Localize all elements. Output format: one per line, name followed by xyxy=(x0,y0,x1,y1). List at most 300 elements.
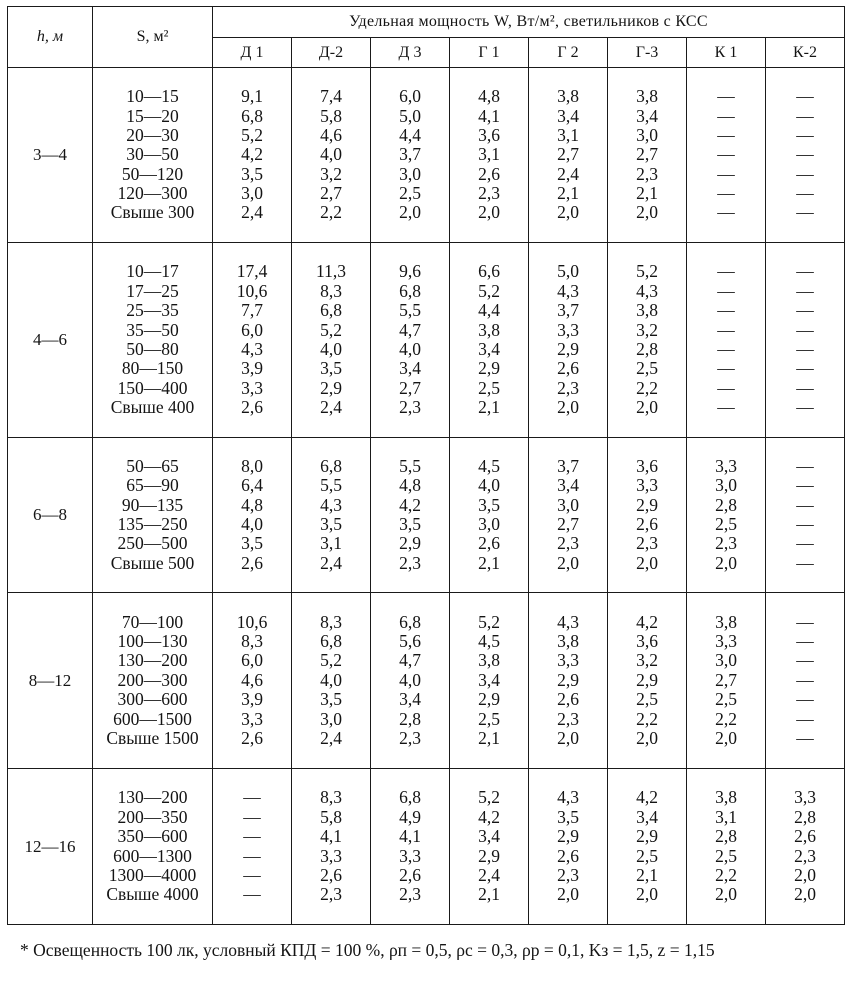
value-cell xyxy=(608,769,687,925)
area-range: Свыше 4000 xyxy=(106,884,199,905)
power-value: — xyxy=(717,144,735,165)
power-value: 3,6 xyxy=(636,455,658,476)
power-value: 2,2 xyxy=(715,708,737,729)
value-cell xyxy=(687,438,766,593)
column-header: К 1 xyxy=(687,38,766,68)
power-value: 3,9 xyxy=(241,358,263,379)
power-value: 3,7 xyxy=(399,144,421,165)
power-value: — xyxy=(796,514,814,534)
power-value: — xyxy=(796,494,814,515)
power-value: — xyxy=(796,475,814,496)
power-value: 2,3 xyxy=(399,397,421,418)
power-value: 4,4 xyxy=(399,124,421,145)
power-value: 3,3 xyxy=(320,845,342,866)
power-value: 2,3 xyxy=(715,533,737,554)
power-value: 3,4 xyxy=(557,475,579,496)
power-value: 4,7 xyxy=(399,319,421,340)
power-value: 3,2 xyxy=(636,650,658,671)
power-value: 5,5 xyxy=(399,300,421,321)
value-cell xyxy=(529,593,608,769)
power-value: 2,7 xyxy=(557,514,579,534)
power-value: — xyxy=(717,280,735,301)
area-range: 25—35 xyxy=(126,300,179,321)
value-cell xyxy=(529,68,608,243)
power-value: 2,9 xyxy=(478,358,500,379)
power-value: 7,7 xyxy=(241,300,263,321)
value-cell xyxy=(766,68,845,243)
power-value: 2,9 xyxy=(636,669,658,690)
value-cell xyxy=(608,68,687,243)
power-value: — xyxy=(796,727,814,748)
power-value: 5,2 xyxy=(241,124,263,145)
power-value: 5,0 xyxy=(557,261,579,282)
power-value: 2,0 xyxy=(715,552,737,573)
power-value: 3,3 xyxy=(794,787,816,808)
area-range: 250—500 xyxy=(117,533,188,554)
area-range: 90—135 xyxy=(121,494,184,515)
value-cell xyxy=(450,243,529,438)
power-value: 2,3 xyxy=(557,533,579,554)
power-value: 3,0 xyxy=(320,708,342,729)
power-value: — xyxy=(796,533,814,554)
power-value: 3,0 xyxy=(715,475,737,496)
power-value: 2,5 xyxy=(478,377,500,398)
power-value: 4,2 xyxy=(241,144,263,165)
power-value: — xyxy=(796,611,814,632)
power-value: — xyxy=(796,669,814,690)
power-value: 2,0 xyxy=(794,884,816,905)
power-value: 2,3 xyxy=(636,163,658,184)
power-value: 4,0 xyxy=(320,339,342,359)
power-value: 3,0 xyxy=(241,183,263,204)
power-value: 2,7 xyxy=(557,144,579,165)
value-cell xyxy=(213,593,292,769)
power-value: 8,3 xyxy=(320,611,342,632)
power-value: 5,8 xyxy=(320,105,342,126)
height-range: 12—16 xyxy=(8,769,93,925)
power-value: — xyxy=(796,689,814,710)
power-value: 3,3 xyxy=(241,708,263,729)
power-value: 2,3 xyxy=(399,727,421,748)
power-value: 2,4 xyxy=(320,397,342,418)
power-value: 2,0 xyxy=(636,397,658,418)
power-value: — xyxy=(717,339,735,359)
power-value: — xyxy=(717,86,735,107)
power-value: 2,4 xyxy=(320,727,342,748)
power-value: — xyxy=(796,183,814,204)
power-value: 6,8 xyxy=(320,300,342,321)
area-range: 65—90 xyxy=(126,475,179,496)
power-value: — xyxy=(717,202,735,223)
power-value: 9,6 xyxy=(399,261,421,282)
power-value: 2,3 xyxy=(557,377,579,398)
power-value: 10,6 xyxy=(236,280,268,301)
power-value: 5,2 xyxy=(636,261,658,282)
area-range: 150—400 xyxy=(117,377,188,398)
power-value: 2,3 xyxy=(794,845,816,866)
power-value: 2,5 xyxy=(715,845,737,866)
power-value: 3,5 xyxy=(320,689,342,710)
power-value: 6,0 xyxy=(399,86,421,107)
area-cell xyxy=(93,593,213,769)
value-cell xyxy=(371,769,450,925)
power-value: 4,8 xyxy=(478,86,500,107)
power-value: 2,4 xyxy=(241,202,263,223)
power-value: 4,2 xyxy=(636,611,658,632)
power-value: 2,8 xyxy=(636,339,658,359)
area-range: 50—80 xyxy=(126,339,179,359)
power-value: 3,0 xyxy=(399,163,421,184)
power-value: 2,3 xyxy=(557,864,579,885)
area-cell xyxy=(93,438,213,593)
power-value: 5,8 xyxy=(320,806,342,827)
power-value: 6,8 xyxy=(399,611,421,632)
power-value: 3,3 xyxy=(399,845,421,866)
power-value: 2,6 xyxy=(794,826,816,847)
value-cell xyxy=(450,68,529,243)
power-value: 2,9 xyxy=(478,845,500,866)
power-value: 4,6 xyxy=(320,124,342,145)
power-value: 4,0 xyxy=(320,669,342,690)
power-value: 2,3 xyxy=(557,708,579,729)
power-value: 2,5 xyxy=(636,358,658,379)
area-range: 30—50 xyxy=(126,144,179,165)
value-cell xyxy=(213,438,292,593)
power-value: 2,7 xyxy=(715,669,737,690)
area-range: 300—600 xyxy=(117,689,188,710)
power-value: — xyxy=(796,397,814,418)
area-range: 1300—4000 xyxy=(108,864,197,885)
power-value: 3,8 xyxy=(478,319,500,340)
power-value: 3,7 xyxy=(557,455,579,476)
power-value: — xyxy=(796,86,814,107)
power-value: 2,2 xyxy=(715,864,737,885)
power-value: 3,8 xyxy=(636,86,658,107)
power-value: 2,5 xyxy=(399,183,421,204)
power-value: 3,0 xyxy=(478,514,500,534)
area-range: 20—30 xyxy=(126,124,179,145)
power-value: 2,6 xyxy=(241,397,263,418)
power-value: — xyxy=(796,708,814,729)
power-value: 2,0 xyxy=(636,884,658,905)
power-value: 4,5 xyxy=(478,631,500,652)
power-value: 3,4 xyxy=(636,105,658,126)
value-cell xyxy=(292,243,371,438)
power-value: 2,0 xyxy=(478,202,500,223)
power-value: 2,6 xyxy=(557,845,579,866)
power-value: 4,0 xyxy=(478,475,500,496)
value-cell xyxy=(292,769,371,925)
power-value: — xyxy=(717,300,735,321)
power-value: 2,4 xyxy=(478,864,500,885)
power-value: 2,1 xyxy=(478,397,500,418)
power-value: — xyxy=(717,105,735,126)
power-value: 2,6 xyxy=(241,552,263,573)
value-cell xyxy=(292,68,371,243)
power-value: — xyxy=(796,124,814,145)
power-value: 4,3 xyxy=(320,494,342,515)
power-value: 2,0 xyxy=(557,552,579,573)
area-cell xyxy=(93,769,213,925)
power-value: 2,0 xyxy=(557,397,579,418)
power-value: 4,5 xyxy=(478,455,500,476)
value-cell xyxy=(529,243,608,438)
area-range: 135—250 xyxy=(117,514,188,534)
power-value: 11,3 xyxy=(316,261,346,282)
power-value: 4,2 xyxy=(399,494,421,515)
power-value: 2,5 xyxy=(636,689,658,710)
value-cell xyxy=(687,68,766,243)
power-value: 3,0 xyxy=(715,650,737,671)
power-value: 3,8 xyxy=(715,611,737,632)
power-value: 6,6 xyxy=(478,261,500,282)
area-range: Свыше 500 xyxy=(110,552,195,573)
footnote: * Освещенность 100 лк, условный КПД = 100 %, ρп = 0,5, ρс = 0,3, ρр = 0,1, Kз = 1,5, z = 1,15 xyxy=(20,940,715,960)
power-value: 8,3 xyxy=(241,631,263,652)
power-value: — xyxy=(243,826,261,847)
power-value: 5,2 xyxy=(478,611,500,632)
power-value: 2,9 xyxy=(636,826,658,847)
height-group-row xyxy=(8,243,845,438)
power-value: 2,6 xyxy=(320,864,342,885)
power-value: 3,5 xyxy=(320,514,342,534)
power-value: 2,1 xyxy=(478,552,500,573)
power-value: 2,2 xyxy=(320,202,342,223)
height-range: 4—6 xyxy=(8,243,93,438)
value-cell xyxy=(371,243,450,438)
power-value: 3,8 xyxy=(715,787,737,808)
power-value: 3,6 xyxy=(636,631,658,652)
power-value: 2,5 xyxy=(715,514,737,534)
column-header: Д 1 xyxy=(213,38,292,68)
power-value: 2,4 xyxy=(320,552,342,573)
value-cell xyxy=(292,593,371,769)
area-range: Свыше 400 xyxy=(110,397,195,418)
power-value: 4,3 xyxy=(557,280,579,301)
header-h: h, м xyxy=(8,7,93,68)
power-value: — xyxy=(717,397,735,418)
power-value: — xyxy=(717,261,735,282)
power-value: 3,3 xyxy=(715,631,737,652)
area-range: 10—17 xyxy=(126,261,179,282)
power-value: 2,6 xyxy=(557,689,579,710)
power-value: 2,0 xyxy=(794,864,816,885)
area-range: 15—20 xyxy=(126,105,179,126)
area-range: Свыше 300 xyxy=(110,202,195,223)
value-cell xyxy=(608,438,687,593)
area-range: Свыше 1500 xyxy=(106,727,199,748)
power-value: 3,1 xyxy=(715,806,737,827)
power-value: 2,0 xyxy=(636,202,658,223)
power-value: 3,3 xyxy=(557,650,579,671)
power-value: — xyxy=(717,377,735,398)
power-value: — xyxy=(796,280,814,301)
power-value: 4,8 xyxy=(399,475,421,496)
power-value: 2,0 xyxy=(715,727,737,748)
power-value: 2,0 xyxy=(557,727,579,748)
power-value: 4,3 xyxy=(557,787,579,808)
power-value: 4,9 xyxy=(399,806,421,827)
power-value: 3,5 xyxy=(320,358,342,379)
power-value: 9,1 xyxy=(241,86,263,107)
power-value: 8,3 xyxy=(320,280,342,301)
value-cell xyxy=(450,769,529,925)
power-value: 4,0 xyxy=(399,669,421,690)
power-value: 8,0 xyxy=(241,455,263,476)
value-cell xyxy=(766,593,845,769)
power-value: 3,1 xyxy=(557,124,579,145)
power-value: — xyxy=(796,339,814,359)
header-s: S, м² xyxy=(93,7,213,68)
power-value: 2,7 xyxy=(320,183,342,204)
height-range: 3—4 xyxy=(8,68,93,243)
power-value: 2,1 xyxy=(636,864,658,885)
power-value: 5,2 xyxy=(478,787,500,808)
power-value: — xyxy=(796,163,814,184)
power-value: — xyxy=(717,124,735,145)
value-cell xyxy=(687,243,766,438)
power-value: 2,1 xyxy=(478,727,500,748)
height-range: 8—12 xyxy=(8,593,93,769)
power-value: 3,8 xyxy=(478,650,500,671)
value-cell xyxy=(529,769,608,925)
power-value: 3,3 xyxy=(715,455,737,476)
column-header: К-2 xyxy=(766,38,845,68)
power-value: 3,0 xyxy=(557,494,579,515)
power-value: 4,1 xyxy=(320,826,342,847)
column-header: Д-2 xyxy=(292,38,371,68)
power-value: 4,3 xyxy=(241,339,263,359)
area-range: 50—65 xyxy=(126,455,179,476)
area-range: 350—600 xyxy=(117,826,188,847)
power-value: 2,0 xyxy=(715,884,737,905)
power-value: 4,0 xyxy=(320,144,342,165)
power-value: 6,4 xyxy=(241,475,263,496)
power-value: 3,4 xyxy=(636,806,658,827)
power-value: — xyxy=(796,552,814,573)
power-value: 3,5 xyxy=(241,533,263,554)
power-value: 4,6 xyxy=(241,669,263,690)
power-value: — xyxy=(796,105,814,126)
power-value: 3,2 xyxy=(636,319,658,340)
value-cell xyxy=(687,593,766,769)
power-value: 2,8 xyxy=(715,494,737,515)
power-value: 2,1 xyxy=(478,884,500,905)
power-value: 2,2 xyxy=(636,708,658,729)
power-value: — xyxy=(796,455,814,476)
power-value: 3,8 xyxy=(557,631,579,652)
power-value: 2,6 xyxy=(478,533,500,554)
power-value: — xyxy=(796,650,814,671)
power-value: 17,4 xyxy=(236,261,268,282)
height-group-row xyxy=(8,438,845,593)
power-value: 3,4 xyxy=(399,689,421,710)
power-value: 2,7 xyxy=(399,377,421,398)
power-value: — xyxy=(796,300,814,321)
power-value: 4,1 xyxy=(399,826,421,847)
height-group-row xyxy=(8,769,845,925)
power-value: 2,6 xyxy=(636,514,658,534)
power-value: 4,0 xyxy=(399,339,421,359)
power-value: — xyxy=(796,144,814,165)
power-value: 3,4 xyxy=(399,358,421,379)
power-value: 2,6 xyxy=(557,358,579,379)
power-value: — xyxy=(243,884,261,905)
power-value: 6,8 xyxy=(320,631,342,652)
power-value: 2,1 xyxy=(557,183,579,204)
value-cell xyxy=(213,243,292,438)
power-value: 3,0 xyxy=(636,124,658,145)
area-range: 100—130 xyxy=(117,631,188,652)
power-value: 5,2 xyxy=(320,650,342,671)
power-value: 2,5 xyxy=(636,845,658,866)
value-cell xyxy=(687,769,766,925)
column-header: Г 1 xyxy=(450,38,529,68)
value-cell xyxy=(608,593,687,769)
value-cell xyxy=(371,438,450,593)
power-value: — xyxy=(796,202,814,223)
value-cell xyxy=(213,68,292,243)
power-value: 2,3 xyxy=(399,884,421,905)
power-value: 10,6 xyxy=(236,611,268,632)
area-cell xyxy=(93,243,213,438)
power-value: 2,4 xyxy=(557,163,579,184)
power-value: 5,2 xyxy=(320,319,342,340)
area-range: 600—1300 xyxy=(113,845,192,866)
power-value: 3,4 xyxy=(478,826,500,847)
power-value: 2,5 xyxy=(715,689,737,710)
power-value: 2,3 xyxy=(636,533,658,554)
power-value: 5,6 xyxy=(399,631,421,652)
value-cell xyxy=(450,593,529,769)
power-value: 2,0 xyxy=(557,202,579,223)
power-value: 3,9 xyxy=(241,689,263,710)
power-value: 2,2 xyxy=(636,377,658,398)
column-header: Д 3 xyxy=(371,38,450,68)
power-value: 2,6 xyxy=(399,864,421,885)
value-cell xyxy=(450,438,529,593)
power-value: 2,9 xyxy=(557,339,579,359)
power-value: — xyxy=(717,358,735,379)
power-value: 3,5 xyxy=(241,163,263,184)
power-value: 5,0 xyxy=(399,105,421,126)
power-value: 3,4 xyxy=(478,669,500,690)
value-cell xyxy=(608,243,687,438)
power-value: — xyxy=(796,319,814,340)
power-value: 5,5 xyxy=(320,475,342,496)
power-value: 3,8 xyxy=(557,86,579,107)
power-value: 5,2 xyxy=(478,280,500,301)
area-range: 200—300 xyxy=(117,669,188,690)
power-value: 3,7 xyxy=(557,300,579,321)
power-value: — xyxy=(243,845,261,866)
area-range: 130—200 xyxy=(117,787,188,808)
power-value: — xyxy=(243,787,261,808)
power-value: — xyxy=(796,631,814,652)
power-value: 4,8 xyxy=(241,494,263,515)
power-value: 4,7 xyxy=(399,650,421,671)
height-group-row xyxy=(8,593,845,769)
area-range: 120—300 xyxy=(117,183,188,204)
height-range: 6—8 xyxy=(8,438,93,593)
power-value: 4,2 xyxy=(636,787,658,808)
power-value: 2,5 xyxy=(478,708,500,729)
power-value: 3,4 xyxy=(478,339,500,359)
power-value: 2,3 xyxy=(320,884,342,905)
power-value: 3,1 xyxy=(320,533,342,554)
power-value: 2,9 xyxy=(320,377,342,398)
value-cell xyxy=(371,593,450,769)
